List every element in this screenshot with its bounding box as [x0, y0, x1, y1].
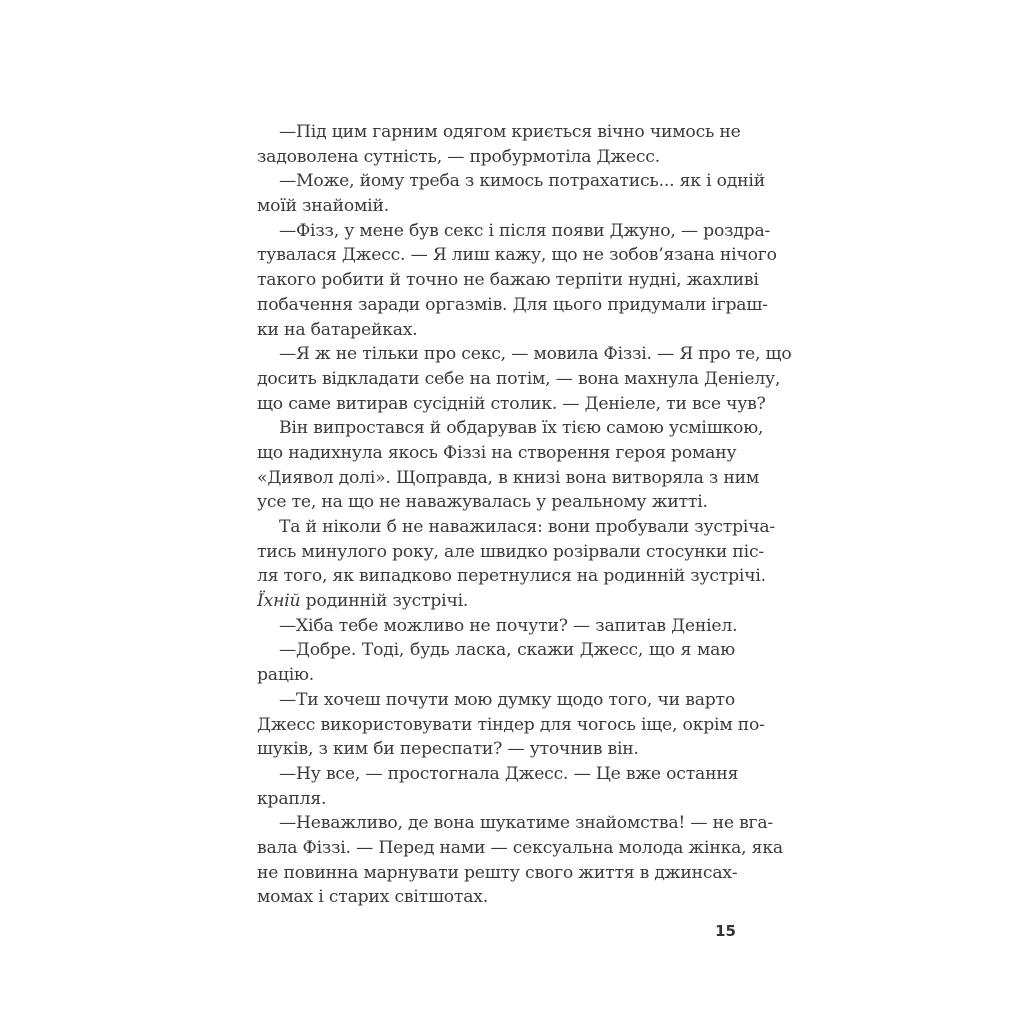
- text-line: ки на батарейках.: [257, 319, 418, 340]
- text-line: вала Фіззі. — Перед нами — сексуальна молода жінка, яка: [257, 837, 783, 858]
- text-line: —Я ж не тільки про секс, — мовила Фіззі. — Я про те, що: [279, 344, 792, 365]
- text-line: усе те, на що не наважувалась у реальному житті.: [257, 492, 708, 513]
- text-line: «Диявол долі». Щоправда, в книзі вона витворяла з ним: [257, 467, 760, 488]
- italic-emphasis: Їхній: [257, 591, 301, 612]
- text-line: —Ти хочеш почути мою думку щодо того, чи варто: [279, 689, 735, 710]
- text-line: тувалася Джесс. — Я лиш кажу, що не зобов’язана нічого: [257, 245, 777, 266]
- book-page-text: [257, 120, 792, 910]
- text-line: тись минулого року, але швидко розірвали стосунки піс-: [257, 541, 764, 562]
- text-line: крапля.: [257, 788, 327, 809]
- text-line: —Добре. Тоді, будь ласка, скажи Джесс, що я маю: [279, 640, 735, 661]
- text-line: —Може, йому треба з кимось потрахатись... як і одній: [279, 171, 765, 192]
- text-line: —Ну все, — простогнала Джесс. — Це вже остання: [279, 763, 739, 784]
- text-line: —Хіба тебе можливо не почути? — запитав Деніел.: [279, 615, 738, 636]
- text-line: Джесс використовувати тіндер для чогось іще, окрім по-: [257, 714, 765, 735]
- text-line: побачення заради оргазмів. Для цього придумали іграш-: [257, 294, 768, 315]
- text-line: момах і старих світшотах.: [257, 887, 488, 908]
- text-span: родинній зустрічі.: [300, 591, 469, 612]
- text-line: досить відкладати себе на потім, — вона махнула Деніелу,: [257, 368, 781, 389]
- text-line: такого робити й точно не бажаю терпіти нудні, жахливі: [257, 270, 759, 291]
- text-line: моїй знайомій.: [257, 196, 389, 217]
- text-line: Та й ніколи б не наважилася: вони пробували зустріча-: [279, 517, 776, 537]
- text-line: задоволена сутність, — пробурмотіла Джесс.: [257, 146, 660, 167]
- page-number: 15: [715, 922, 736, 940]
- text-line: що саме витирав сусідній столик. — Деніеле, ти все чув?: [257, 393, 766, 414]
- text-line: що надихнула якось Фіззі на створення героя роману: [257, 442, 737, 463]
- text-line: —Неважливо, де вона шукатиме знайомства! — не вга-: [279, 813, 774, 834]
- text-line: Він випростався й обдарував їх тією самою усмішкою,: [279, 418, 764, 439]
- text-line: не повинна марнувати решту свого життя в джинсах-: [257, 862, 738, 883]
- text-line: [257, 589, 735, 614]
- text-line: рацію.: [257, 665, 315, 686]
- text-line: —Фізз, у мене був секс і після появи Джуно, — роздра-: [279, 220, 771, 241]
- text-line: шуків, з ким би переспати? — уточнив він.: [257, 739, 639, 760]
- text-line: —Під цим гарним одягом криється вічно чимось не: [279, 122, 741, 142]
- text-line: ля того, як випадково перетнулися на родинній зустрічі.: [257, 566, 766, 587]
